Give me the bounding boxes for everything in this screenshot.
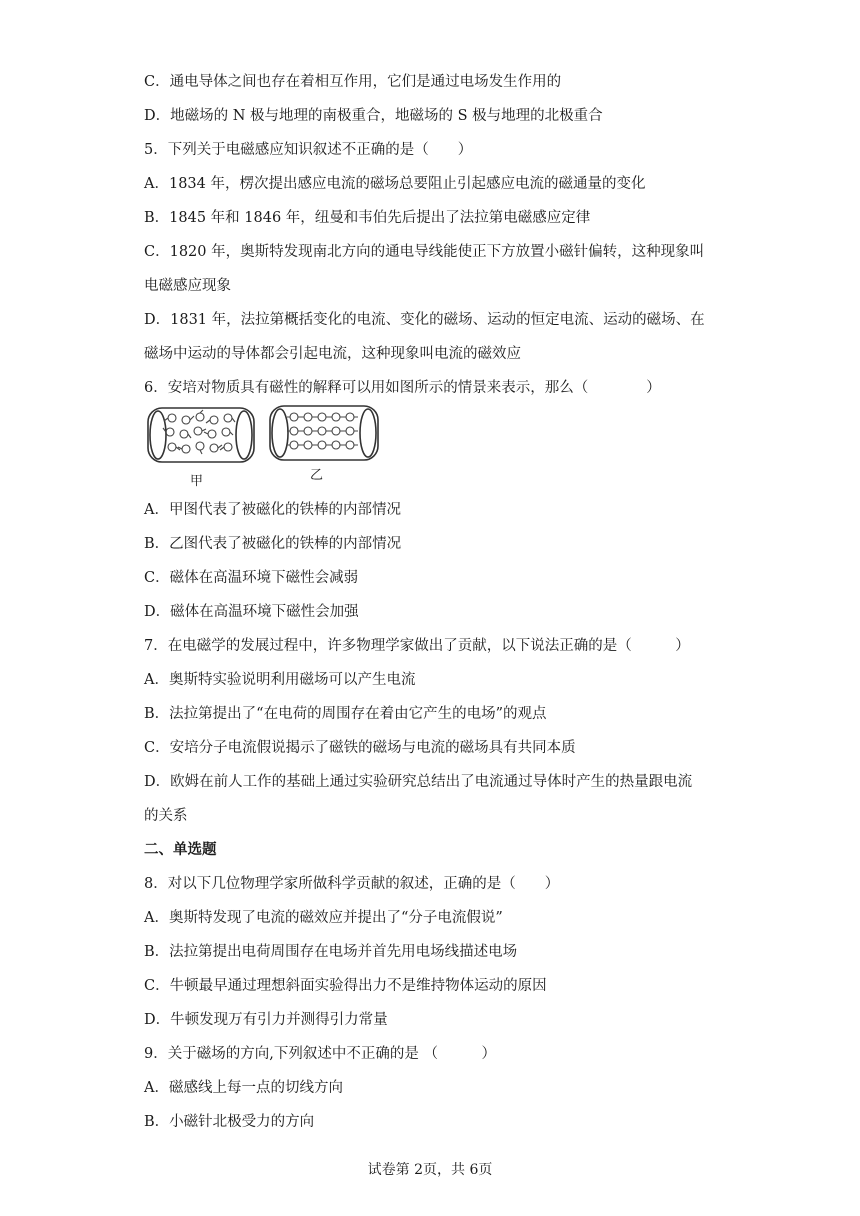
line-23: A．奥斯特发现了电流的磁效应并提出了“分子电流假说”	[144, 910, 503, 926]
line-6: C．1820 年，奥斯特发现南北方向的通电导线能使正下方放置小磁针偏转，这种现象叫	[144, 244, 705, 260]
line-9: 磁场中运动的导体都会引起电流，这种现象叫电流的磁效应	[144, 346, 521, 362]
cylinder-jia	[148, 408, 254, 462]
line-13: C．磁体在高温环境下磁性会减弱	[144, 570, 359, 586]
question-6: 6．安培对物质具有磁性的解释可以用如图所示的情景来表示，那么（ ）	[144, 380, 661, 396]
figure-label-jia: 甲	[190, 474, 204, 489]
line-2: D．地磁场的 N 极与地理的南极重合，地磁场的 S 极与地理的北极重合	[144, 108, 603, 124]
line-16: A．奥斯特实验说明利用磁场可以产生电流	[144, 672, 416, 688]
line-4: A．1834 年，楞次提出感应电流的磁场总要阻止引起感应电流的磁通量的变化	[144, 176, 646, 192]
line-14: D．磁体在高温环境下磁性会加强	[144, 604, 359, 620]
page-footer: 试卷第 2页，共 6页	[367, 1162, 493, 1178]
line-25: C．牛顿最早通过理想斜面实验得出力不是维持物体运动的原因	[144, 978, 547, 994]
line-26: D．牛顿发现万有引力并测得引力常量	[144, 1012, 388, 1028]
section-heading: 二、单选题	[144, 842, 217, 858]
line-18: C．安培分子电流假说揭示了磁铁的磁场与电流的磁场具有共同本质	[144, 740, 576, 756]
line-12: B．乙图代表了被磁化的铁棒的内部情况	[144, 536, 402, 552]
line-29: B．小磁针北极受力的方向	[144, 1114, 315, 1130]
question-5: 5．下列关于电磁感应知识叙述不正确的是（ ）	[144, 142, 473, 158]
line-1: C．通电导体之间也存在着相互作用，它们是通过电场发生作用的	[144, 74, 562, 90]
random-current-loops	[163, 410, 235, 454]
line-11: A．甲图代表了被磁化的铁棒的内部情况	[144, 502, 401, 518]
question-8: 8．对以下几位物理学家所做科学贡献的叙述，正确的是（ ）	[144, 876, 560, 892]
question-9: 9．关于磁场的方向,下列叙述中不正确的是 （ ）	[144, 1046, 496, 1062]
line-20: 的关系	[144, 808, 188, 824]
figure-label-yi: 乙	[310, 468, 324, 483]
question-7: 7．在电磁学的发展过程中，许多物理学家做出了贡献，以下说法正确的是（ ）	[144, 638, 690, 654]
line-5: B．1845 年和 1846 年，纽曼和韦伯先后提出了法拉第电磁感应定律	[144, 210, 591, 226]
line-24: B．法拉第提出电荷周围存在电场并首先用电场线描述电场	[144, 944, 518, 960]
aligned-current-loops	[287, 413, 358, 449]
line-19: D．欧姆在前人工作的基础上通过实验研究总结出了电流通过导体时产生的热量跟电流	[144, 774, 693, 790]
figure-drawing	[144, 402, 394, 488]
line-17: B．法拉第提出了“在电荷的周围存在着由它产生的电场”的观点	[144, 706, 547, 722]
magnetization-figure	[144, 402, 394, 488]
line-8: D．1831 年，法拉第概括变化的电流、变化的磁场、运动的恒定电流、运动的磁场、在	[144, 312, 705, 328]
line-28: A．磁感线上每一点的切线方向	[144, 1080, 343, 1096]
line-7: 电磁感应现象	[144, 278, 231, 294]
